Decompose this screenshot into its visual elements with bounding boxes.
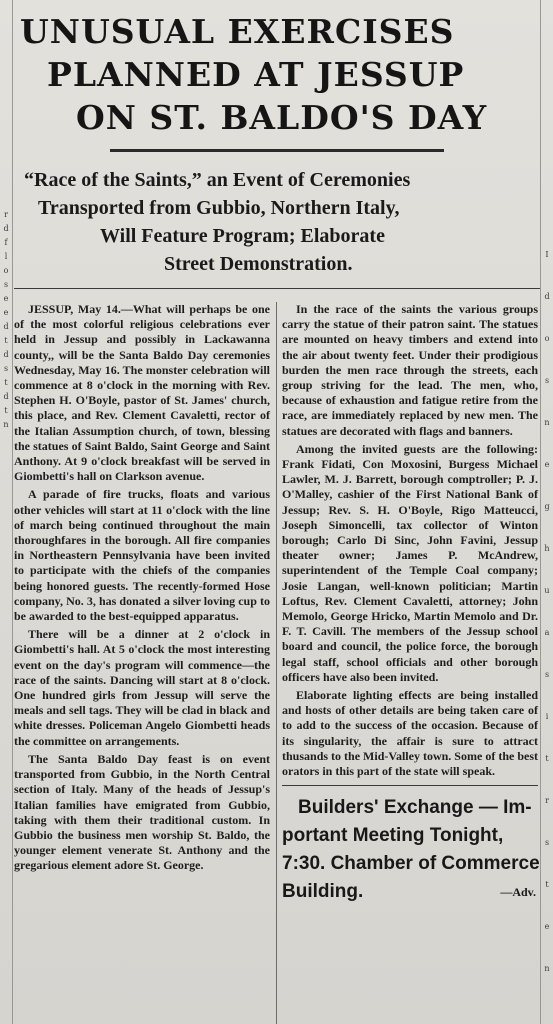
ad-line: portant Meeting Tonight, xyxy=(282,825,504,847)
margin-fragment: o xyxy=(544,334,550,343)
paragraph: A parade of fire trucks, floats and various other vehicles will start at 11 o'clock with the line of march being continued throughout the main thoroughfares in the borough. All fire companies in Northeastern Pennsylvania have been invited to participate with the chiefs of the companies being honored guests. The recently-formed Hose company, No. 3, has donated a silver loving cup to be awarded to the best-equipped apparatus. xyxy=(14,487,270,624)
subheadline xyxy=(14,166,540,278)
ad-line: Builders' Exchange — Im- xyxy=(298,797,532,819)
subhead-line: Transported from Gubbio, Northern Italy, xyxy=(38,197,400,219)
margin-fragment: e xyxy=(3,308,9,317)
margin-fragment: g xyxy=(544,502,550,511)
headline xyxy=(14,0,540,139)
advertisement xyxy=(282,794,538,906)
margin-fragment: d xyxy=(3,322,9,331)
margin-fragment: d xyxy=(3,224,9,233)
margin-fragment: i xyxy=(545,712,549,721)
ad-last-line xyxy=(282,878,538,906)
subhead-line: “Race of the Saints,” an Event of Ceremonies xyxy=(24,169,411,191)
margin-fragment: d xyxy=(3,392,9,401)
paragraph: Among the invited guests are the following: Frank Fidati, Con Moxosini, Burgess Michael Lawler, M. J. Barrett, borough comptroller; P. J. O'Malley, cashier of the First National Bank of Jessup; Rev. S. H. O'Boyle, Rigo Matteucci, Joseph Simoncelli, tax collector of Winton borough; Carlo Di Sinc, John Favini, Jessup theater owner; James P. McAndrew, superintendent of the Temple Coal company; Josie Langan, well-known politician; Martin Loftus, Rev. Clement Cavaletti, attorney; John Memolo, George Hricko, Martin Memolo and Dr. F. T. Cavill. The members of the Jessup school board and council, the police force, the borough legal staff, school officials and other borough officers have also been invited. xyxy=(282,441,538,684)
column-divider xyxy=(276,302,277,1024)
paragraph: In the race of the saints the various groups carry the statue of their patron saint. The statues are mounted on heavy timbers and extend into the air about twenty feet. Under their prodigious burden the men race through the streets, each group striving for the lead. The men, who, because of exhaustion and fatigue retire from the race, are immediately replaced by new men. The statues are decorated with flags and banners. xyxy=(282,302,538,438)
right-column xyxy=(282,302,538,906)
right-margin-strip xyxy=(540,0,553,1024)
margin-fragment: s xyxy=(3,280,9,289)
margin-fragment: n xyxy=(544,964,550,973)
margin-fragment: d xyxy=(544,292,550,301)
margin-fragment: a xyxy=(544,628,550,637)
margin-fragment: e xyxy=(544,460,550,469)
subhead-line: Will Feature Program; Elaborate xyxy=(100,225,385,247)
margin-fragment: s xyxy=(3,364,9,373)
margin-fragment: t xyxy=(4,406,8,415)
margin-fragment: t xyxy=(4,378,8,387)
ad-rule xyxy=(282,785,538,786)
ad-tag: —Adv. xyxy=(500,885,536,900)
left-margin-strip xyxy=(0,0,13,1024)
headline-line: PLANNED AT JESSUP xyxy=(47,55,465,94)
margin-fragment: t xyxy=(545,754,549,763)
margin-fragment: n xyxy=(544,418,550,427)
margin-fragment: t xyxy=(545,880,549,889)
margin-fragment: h xyxy=(544,544,550,553)
margin-fragment: s xyxy=(544,838,550,847)
margin-fragment: f xyxy=(4,238,8,247)
margin-fragment: s xyxy=(544,670,550,679)
ad-line: 7:30. Chamber of Commerce xyxy=(282,853,540,875)
paragraph: There will be a dinner at 2 o'clock in Giombetti's hall. At 5 o'clock the most interesting event on the day's program will commence—the race of the saints. Dancing will start at 8 o'clock. One hundred girls from Jessup will serve the meals and sell tags. They will be clad in black and white dresses. Policeman Angelo Giombetti heads the committee on arrangements. xyxy=(14,627,270,748)
margin-fragment: e xyxy=(3,294,9,303)
margin-fragment: u xyxy=(544,586,550,595)
margin-fragment: r xyxy=(4,210,8,219)
margin-fragment: d xyxy=(3,350,9,359)
subhead-line: Street Demonstration. xyxy=(164,253,353,275)
margin-fragment: t xyxy=(4,336,8,345)
margin-fragment: s xyxy=(544,376,550,385)
paragraph: Elaborate lighting effects are being installed and hosts of other details are being taken care of to add to the success of the occasion. Because of its singularity, the affair is sure to attract thusands to the Mid-Valley town. Some of the best orators in this part of the state will speak. xyxy=(282,688,538,779)
margin-fragment: l xyxy=(4,252,8,261)
headline-line: ON ST. BALDO'S DAY xyxy=(76,98,488,137)
headline-rule xyxy=(110,149,444,152)
article-content xyxy=(14,0,540,1024)
paragraph: The Santa Baldo Day feast is on event transported from Gubbio, in the North Central section of Italy. Many of the heads of Jessup's Italian families have emigrated from Gubbio, taking with them their traditional custom. In Gubbio the business men worship St. Baldo, the younger element venerate St. Anthony and the gregarious element adore St. George. xyxy=(14,751,270,873)
article-columns xyxy=(14,302,540,1024)
margin-fragment: r xyxy=(545,796,549,805)
margin-fragment: n xyxy=(3,420,9,429)
ad-line: Building. xyxy=(282,881,364,903)
headline-line: UNUSUAL EXERCISES xyxy=(20,12,455,51)
paragraph: JESSUP, May 14.—What will perhaps be one of the most colorful religious celebrations ever held in Jessup and possibly in Lackawanna county,, will be the Santa Baldo Day ceremonies Wednesday, May 16. The monster celebration will commence at 8 o'clock in the morning with Rev. Stephen H. O'Boyle, pastor of St. James' church, this place, and Rev. Clement Cavaletti, rector of the Italian Assumption church, of town, blessing the statues of Saint Baldo, Saint George and Saint Anthony. At 9 o'clock breakfast will be served in Giombetti's hall on Clarkson avenue. xyxy=(14,302,270,484)
margin-fragment: e xyxy=(544,922,550,931)
margin-fragment: o xyxy=(3,266,9,275)
left-column xyxy=(14,302,270,877)
section-rule xyxy=(14,288,540,289)
margin-fragment: I xyxy=(545,250,549,259)
